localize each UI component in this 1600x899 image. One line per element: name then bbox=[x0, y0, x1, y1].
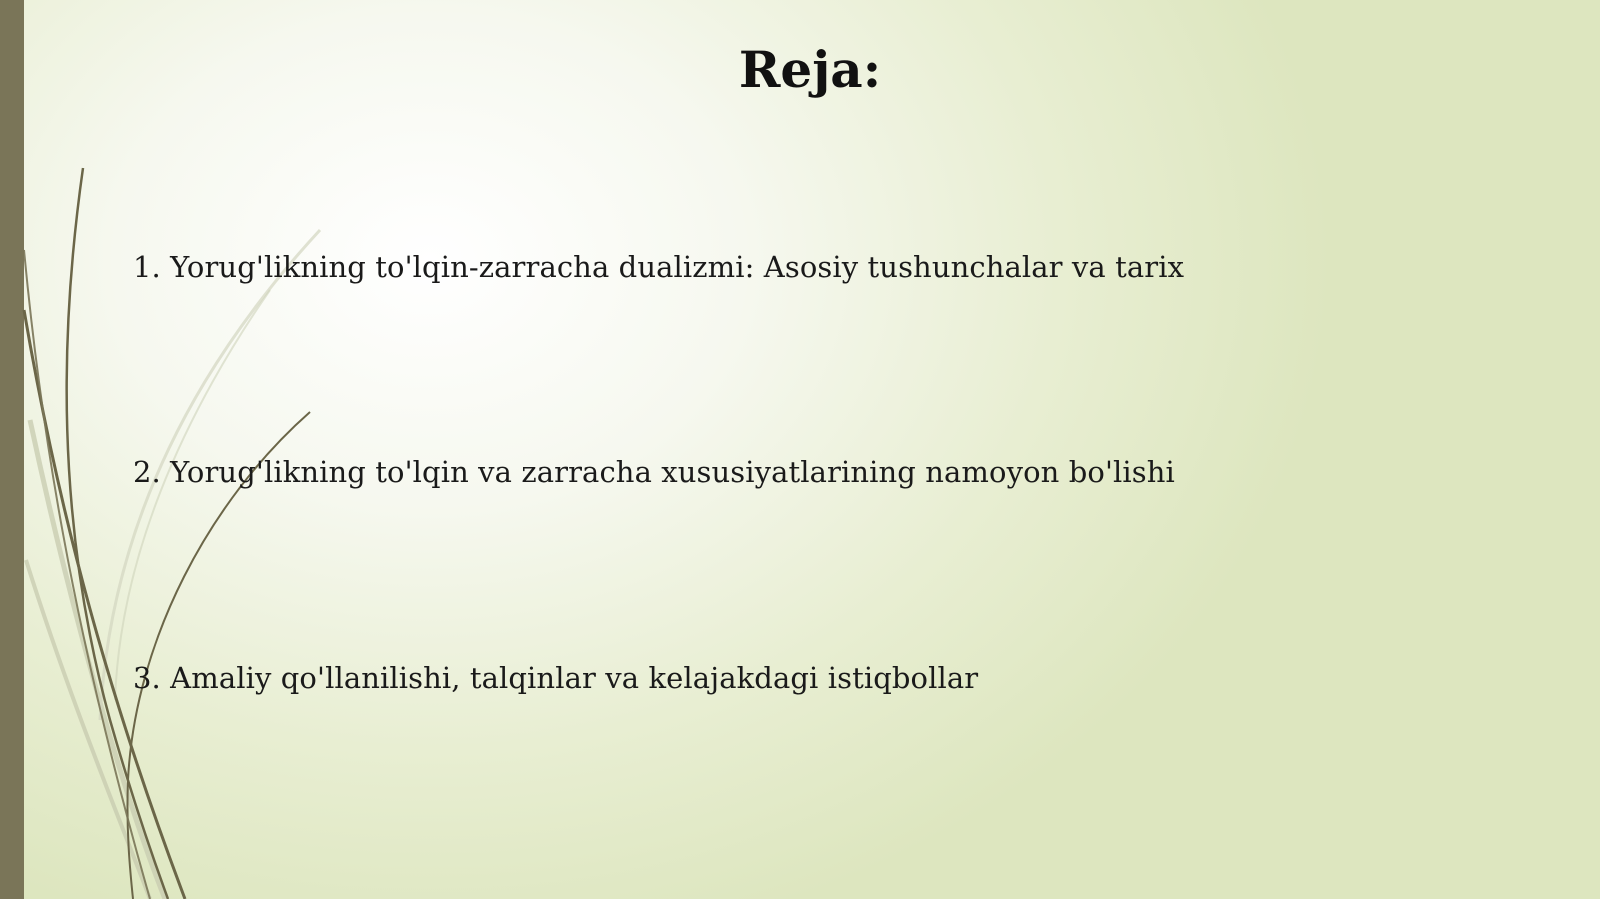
slide-title: Reja: bbox=[738, 40, 882, 99]
light-stem-3 bbox=[115, 290, 270, 700]
light-stem-1 bbox=[30, 420, 165, 899]
plan-item-1: 1. Yorug'likning to'lqin-zarracha dualizmi: Asosiy tushunchalar va tarix bbox=[133, 250, 1185, 284]
plan-item-2: 2. Yorug'likning to'lqin va zarracha xususiyatlarining namoyon bo'lishi bbox=[133, 455, 1175, 489]
light-stem-4 bbox=[26, 560, 150, 899]
dark-stem-2 bbox=[24, 310, 185, 899]
plan-item-3: 3. Amaliy qo'llanilishi, talqinlar va kelajakdagi istiqbollar bbox=[133, 661, 979, 695]
